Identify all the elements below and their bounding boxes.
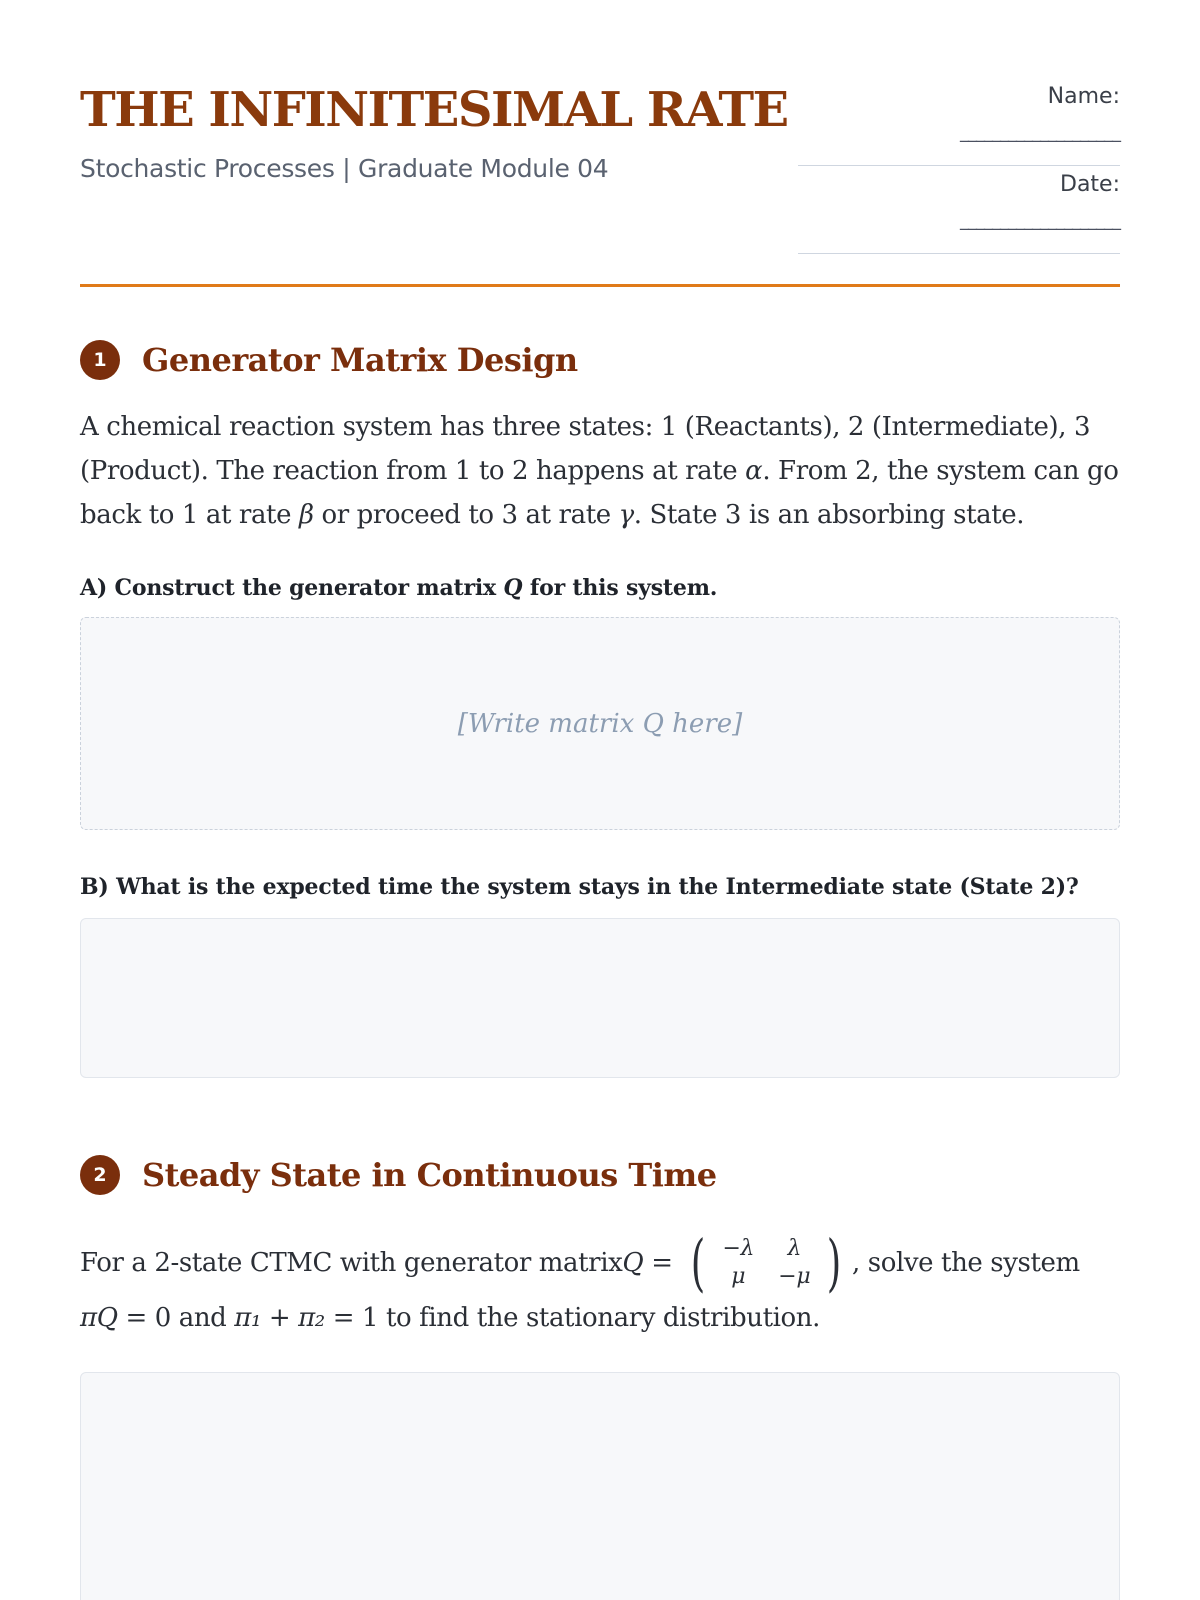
right-paren: ) [827, 1226, 842, 1299]
answer-box-a[interactable] [80, 617, 1120, 830]
page-subtitle: Stochastic Processes | Graduate Module 04 [80, 154, 609, 183]
section-title: Generator Matrix Design [142, 341, 578, 379]
section-title: Steady State in Continuous Time [142, 1156, 717, 1194]
math-alpha: α [745, 456, 763, 486]
math-beta: β [298, 500, 314, 530]
answer-box-steady-state[interactable] [80, 1372, 1120, 1600]
question-b-label: B) What is the expected time the system stays in the Intermediate state (State 2)? [80, 874, 1079, 900]
name-label: Name: [1047, 84, 1120, 109]
math-piQ: πQ [80, 1303, 118, 1333]
date-label: Date: [1060, 172, 1120, 197]
date-field[interactable] [798, 166, 1120, 254]
math-gamma: γ [618, 500, 634, 530]
section-number-badge: 1 [80, 340, 120, 380]
date-blank: ____________________ [960, 210, 1120, 231]
generator-matrix [686, 1226, 846, 1299]
question-a-label: A) Construct the generator matrix Q for this system. [80, 575, 718, 601]
statement-line-2: πQ = 0 and π₁ + π₂ = 1 to find the stationary distribution. [80, 1303, 821, 1333]
statement-line-1: For a 2-state CTMC with generator matrix Q = ( −λ λ μ −μ ) , solve the system [80, 1226, 1080, 1299]
student-info [798, 78, 1120, 254]
answer-box-b[interactable] [80, 918, 1120, 1078]
math-pi-sum: π₁ + π₂ [234, 1303, 325, 1333]
section-2-heading [80, 1153, 717, 1197]
math-q: Q [622, 1248, 644, 1278]
section-1-heading [80, 338, 578, 382]
matrix-entries [710, 1236, 822, 1290]
name-field[interactable] [798, 78, 1120, 166]
math-q: Q [503, 575, 523, 601]
matrix-entry: −μ [778, 1264, 811, 1289]
worksheet-header [80, 78, 1120, 288]
header-divider [80, 284, 1120, 287]
matrix-entry: λ [787, 1236, 802, 1261]
problem-statement [80, 1226, 1120, 1340]
page-title: THE INFINITESIMAL RATE [80, 82, 788, 138]
matrix-entry: −λ [722, 1236, 755, 1261]
name-blank: ____________________ [960, 122, 1120, 143]
left-paren: ( [691, 1226, 706, 1299]
matrix-entry: μ [731, 1264, 746, 1289]
section-number-badge: 2 [80, 1155, 120, 1195]
answer-placeholder: [Write matrix Q here] [457, 708, 743, 739]
problem-statement: A chemical reaction system has three states: 1 (Reactants), 2 (Intermediate), 3 (Product). The reaction from 1 to 2 happens at rate α. From 2, the system can go back to 1 at rate β or proceed to 3 at rate γ. State 3 is an absorbing state. [80, 412, 1119, 530]
